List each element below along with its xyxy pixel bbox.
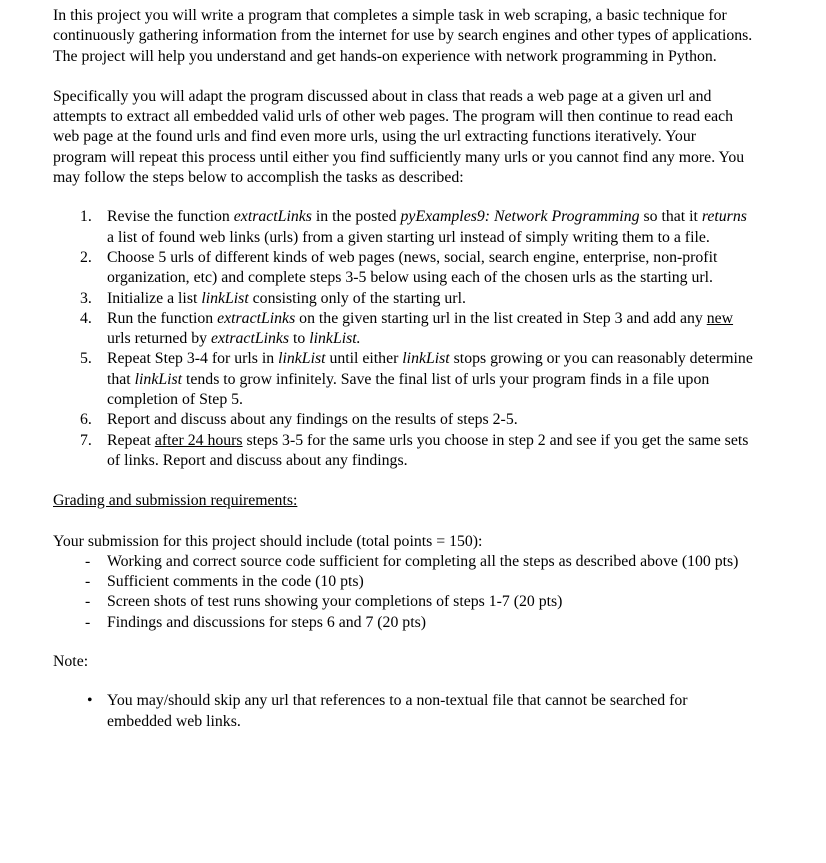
step-text-underlined: new <box>706 309 734 327</box>
step-item <box>53 248 753 289</box>
note-label: Note: <box>53 653 89 671</box>
step-number: 2. <box>80 248 92 266</box>
step-text: Report and discuss about any findings on the results of steps 2-5. <box>107 411 518 429</box>
dash-marker: - <box>85 613 91 631</box>
dash-marker: - <box>85 593 91 611</box>
dash-marker: - <box>85 573 91 591</box>
submission-intro: Your submission for this project should include (total points = 150): <box>53 532 483 550</box>
step-text: Repeat <box>107 431 155 449</box>
step-text: Initialize a list <box>107 289 202 307</box>
steps-list <box>53 207 753 471</box>
step-number: 3. <box>80 289 92 307</box>
step-text-italic: linkList <box>402 350 450 368</box>
step-item <box>53 410 753 430</box>
requirement-text: Findings and discussions for steps 6 and 7 (20 pts) <box>107 613 426 631</box>
step-text: on the given starting url in the list created in Step 3 and add any <box>295 309 707 327</box>
step-text: in the posted <box>311 208 401 226</box>
step-item <box>53 289 753 309</box>
note-list <box>53 691 753 732</box>
step-item <box>53 431 753 472</box>
step-number: 5. <box>80 350 92 368</box>
step-item <box>53 309 753 350</box>
step-item <box>53 349 753 410</box>
document-page <box>53 6 753 732</box>
grading-heading: Grading and submission requirements: <box>53 492 298 510</box>
requirement-item <box>53 552 753 572</box>
step-text-italic: extractLinks <box>233 208 312 226</box>
dash-marker: - <box>85 552 91 570</box>
step-number: 4. <box>80 309 92 327</box>
step-text: consisting only of the starting url. <box>248 289 466 307</box>
intro-paragraph-1: In this project you will write a program that completes a simple task in web scraping, a basic technique for continuously gathering information from the internet for use by search engines and other types of applications. The project will help you understand and get hands-on experience with network programming in Python. <box>53 7 753 65</box>
requirement-item <box>53 613 753 633</box>
step-text: tends to grow infinitely. Save the final list of urls your program finds in a file upon completion of Step 5. <box>107 370 710 409</box>
requirement-text: Working and correct source code sufficient for completing all the steps as described above (100 pts) <box>107 552 739 570</box>
step-text: Revise the function <box>107 208 234 226</box>
step-item <box>53 207 753 248</box>
step-text: Repeat Step 3-4 for urls in <box>107 350 279 368</box>
step-text-italic: returns <box>701 208 747 226</box>
step-number: 1. <box>80 208 92 226</box>
step-text: stops growing or you can reasonably determine that <box>107 350 753 388</box>
note-text: You may/should skip any url that references to a non-textual file that cannot be searched for embedded web links. <box>107 692 688 730</box>
requirement-text: Screen shots of test runs showing your completions of steps 1-7 (20 pts) <box>107 593 563 611</box>
step-text-italic: extractLinks <box>217 309 296 327</box>
step-text: urls returned by <box>107 330 211 348</box>
bullet-icon: • <box>87 692 93 710</box>
step-text: until either <box>325 350 403 368</box>
step-text-italic: pyExamples9: Network Programming <box>400 208 640 226</box>
step-number: 7. <box>80 431 92 449</box>
step-text-italic: linkList <box>134 370 183 388</box>
intro-paragraph-2: Specifically you will adapt the program discussed about in class that reads a web page at a given url and attempts to extract all embedded valid urls of other web pages. The program will then continue to read each web page at the found urls and find even more urls, using the url extracting functions iteratively. Your program will repeat this process until either you find sufficiently many urls or you cannot find any more. You may follow the steps below to accomplish the tasks as described: <box>53 87 745 187</box>
step-text: Run the function <box>107 309 218 327</box>
step-text-italic: linkList <box>201 289 249 307</box>
step-text-italic: extractLinks <box>210 330 290 348</box>
step-text-underlined: after 24 hours <box>154 431 243 449</box>
step-number: 6. <box>80 411 92 429</box>
requirement-item <box>53 592 753 612</box>
step-text: to <box>289 330 310 348</box>
requirement-text: Sufficient comments in the code (10 pts) <box>107 573 364 591</box>
step-text: steps 3-5 for the same urls you choose in step 2 and see if you get the same sets of links. Report and discuss about any findings. <box>107 431 749 469</box>
step-text: a list of found web links (urls) from a given starting url instead of simply writing them to a file. <box>107 228 710 246</box>
requirements-list <box>53 552 753 633</box>
step-text: Choose 5 urls of different kinds of web pages (news, social, search engine, enterprise, non-profit organization, etc) and complete steps 3-5 below using each of the chosen urls as the starting url. <box>107 248 718 287</box>
step-text: so that it <box>639 208 702 226</box>
step-text-italic: linkList. <box>309 330 361 348</box>
note-item <box>53 691 753 732</box>
requirement-item <box>53 572 753 592</box>
step-text-italic: linkList <box>278 350 326 368</box>
